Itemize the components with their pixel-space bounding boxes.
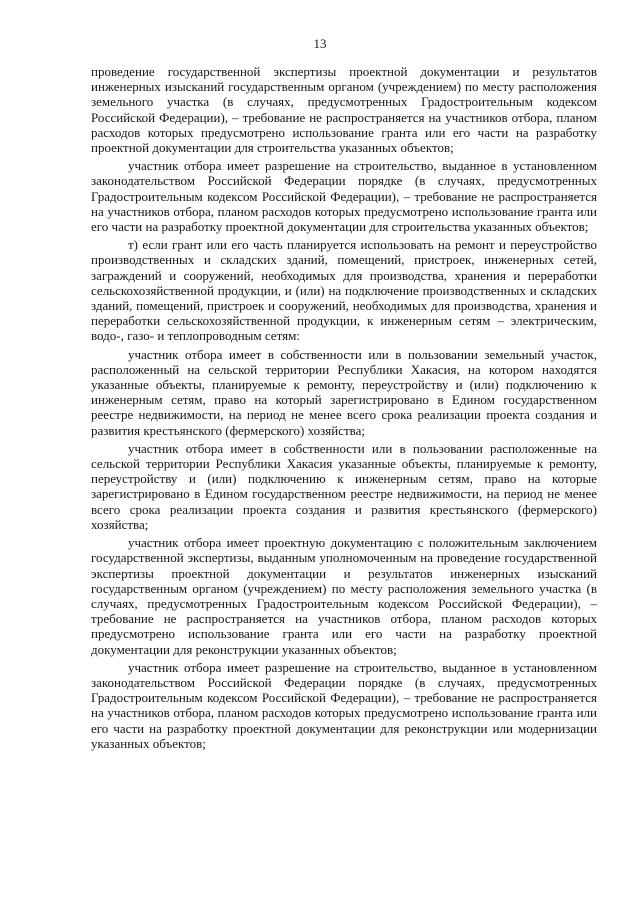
document-body xyxy=(91,64,597,751)
paragraph-subitem-t: т) если грант или его часть планируется использовать на ремонт и переустройство производственных и складских зданий, помещений, пристроек, инженерных сетей, заграждений и сооружений, необходимых для производства, хранения и переработки сельскохозяйственной продукции, и (или) на подключение производственных и складских зданий, помещений, пристроек и сооружений, необходимых для производства, хранения и переработки сельскохозяйственной продукции, к инженерным сетям – электрическим, водо-, газо- и теплопроводным сетям: xyxy=(91,237,597,344)
paragraph: участник отбора имеет проектную документацию с положительным заключением государственной экспертизы, выданным уполномоченным на проведение государственной экспертизы проектной документации и результатов инженерных изысканий государственным органом (учреждением) по месту расположения земельного участка (в случаях, предусмотренных Градостроительным кодексом Российской Федерации), – требование не распространяется на участников отбора, планом расходов которых предусмотрено использование гранта или его части на разработку проектной документации для реконструкции указанных объектов; xyxy=(91,535,597,657)
page-number: 13 xyxy=(313,36,327,51)
paragraph: участник отбора имеет разрешение на строительство, выданное в установленном законодательством Российской Федерации порядке (в случаях, предусмотренных Градостроительным кодексом Российской Федерации), – требование не распространяется на участников отбора, планом расходов которых предусмотрено использование гранта или его части на разработку проектной документации для реконструкции или модернизации указанных объектов; xyxy=(91,659,597,751)
paragraph: участник отбора имеет в собственности или в пользовании расположенные на сельской территории Республики Хакасия указанные объекты, планируемые к ремонту, переустройству и (или) подключению к инженерным сетям, право на которые зарегистрировано в Едином государственном реестре недвижимости, на период не менее всего срока реализации проекта создания и развития крестьянского (фермерского) хозяйства; xyxy=(91,440,597,532)
paragraph: участник отбора имеет в собственности или в пользовании земельный участок, расположенный на сельской территории Республики Хакасия, на котором находятся указанные объекты, планируемые к ремонту, переустройству и (или) подключению к инженерным сетям, право на который зарегистрировано в Едином государственном реестре недвижимости, на период не менее всего срока реализации проекта создания и развития крестьянского (фермерского) хозяйства; xyxy=(91,346,597,438)
paragraph: участник отбора имеет разрешение на строительство, выданное в установленном законодательством Российской Федерации порядке (в случаях, предусмотренных Градостроительным кодексом Российской Федерации), – требование не распространяется на участников отбора, планом расходов которых предусмотрено использование гранта или его части на разработку проектной документации для строительства указанных объектов; xyxy=(91,158,597,235)
paragraph-continuation: проведение государственной экспертизы проектной документации и результатов инженерных изысканий государственным органом (учреждением) по месту расположения земельного участка (в случаях, предусмотренных Градостроительным кодексом Российской Федерации), – требование не распространяется на участников отбора, планом расходов которых предусмотрено использование гранта или его части на разработку проектной документации для строительства указанных объектов; xyxy=(91,64,597,156)
